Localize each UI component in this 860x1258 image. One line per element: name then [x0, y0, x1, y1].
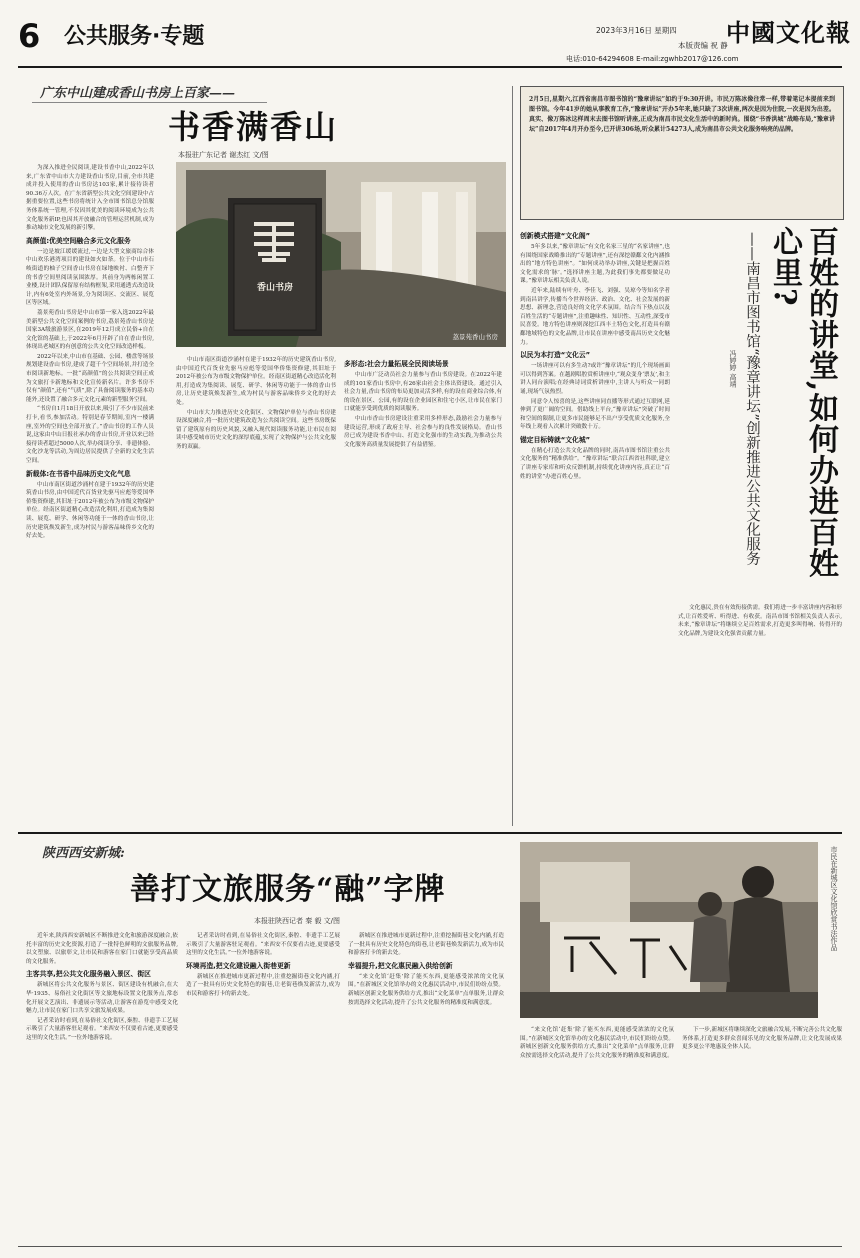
section-title: 公共服务·专题	[64, 24, 205, 49]
page-number: 6	[18, 17, 41, 55]
article1-paragraph: 2022年以来,中山市在基础、公园、楼盘等场景规划建设香山书房,建成了超千个空间场景,并打造全市阅读新地标。一批“高颜值”的公共阅读空间正成为文旅打卡新地标和文化宣传新名片。许多书房不仅有“颜值”,还有“气质”,除了具备阅读服务的基本功能外,还设置了融合多元文化元素的新型服务空间。	[26, 353, 154, 403]
article3-col-2	[186, 932, 340, 1242]
article2-paragraph: 一场讲座可以有多生动?或许“豫章讲坛”的几个现场画面可以得到答案。在越剧唱腔赏析讲座中,“观众变身‘票友’,和主讲人同台演唱;在经典诗词赏析讲座中,主讲人与听众一同朗诵,现场气氛热烈。	[520, 363, 670, 395]
article2-paragraph: 在精心打造公共文化品牌的同时,南昌市图书馆注重公共文化服务的“精准供给”。“豫章讲坛”联合江西省社科联,建立了讲座专家库和听众反馈机制,持续优化讲座内容,真正让“百姓的讲堂”办进百姓心里。	[520, 447, 670, 480]
article3-col-1	[26, 932, 178, 1242]
article2-intro-box	[520, 86, 844, 220]
article1-paragraph: 中山市南区街道沙涌村在建于1932年的历史建筑香山书房,由中国近代百货业先驱马应彪等爱国华侨集资修建,其旧址于2012年被公布为市级文物保护单位。经南区街道精心改造活化利用,打造成为集阅读、展览、研学、休闲等功能于一体的香山书房,让历史建筑焕发新生,成为村民与游客品味侨乡文化的好去处。	[26, 481, 154, 540]
article2-paragraph: 同意令人惊喜的是,这些讲座同直播等形式通过互联网,延伸到了更广阔的空间。借助线上平台,“豫章讲坛”突破了时间和空间的限制,让更多市民能够足不出户享受优质文化服务,全年线上观看人次累计突破数十万。	[520, 398, 670, 431]
bookstore-illustration	[176, 162, 506, 347]
article3-col-4	[520, 1026, 674, 1242]
article2-paragraph: 文化惠民,贵在有效衔接供需。我们将进一步丰富讲座内容和形式,让百姓爱听、听得进、有收获。南昌市图书馆相关负责人表示,未来,“豫章讲坛”将继续立足百姓需求,打造更多叫得响、传得开的文化品牌,为建设文化强省贡献力量。	[678, 605, 842, 637]
article2-title: 百姓的讲堂,如何办进百姓心里?	[767, 226, 838, 579]
section-divider	[18, 832, 842, 834]
article1-paragraph: 中山市香山书房建设注重采用多样形态,鼓励社会力量参与建设运营,形成了政府主导、社会参与的良性发展格局。香山书房已成为建设书香中山、打造文化强市的生动实践,为推动公共文化服务高质量发展提供了有益借鉴。	[344, 415, 502, 448]
article3-col-5	[682, 1026, 842, 1242]
article1-heading-2: 新载体:在书香中品味历史文化气息	[26, 469, 131, 478]
article3-paragraph: “来文化馆‘赶集’除了能买东西,更能感受浓浓的文化氛围。”在新城区文化馆举办的文化惠民活动中,市民们纷纷点赞。新城区创新文化服务供给方式,推出“文化菜单”点单服务,让群众按需选择文化活动,提升了公共文化服务的精准度和满意度。	[348, 973, 504, 1006]
calligraphy-photo	[520, 842, 818, 1018]
bookstore-photo	[176, 162, 506, 347]
article3-heading-3: 幸福提升,把文化惠民融入供给创新	[348, 961, 453, 970]
page-editor: 本版责编 祝 静	[678, 41, 728, 50]
article2-heading-2: 以民为本打造“文化云”	[520, 351, 591, 360]
article3-paragraph: “来文化馆‘赶集’除了能买东西,更能感受浓浓的文化氛围。”在新城区文化馆举办的文化惠民活动中,市民们纷纷点赞。新城区创新文化服务供给方式,推出“文化菜单”点单服务,让群众按需选择文化活动,提升了公共文化服务的精准度和满意度。	[520, 1027, 674, 1059]
column-divider	[512, 86, 513, 826]
header-rule	[18, 66, 842, 68]
article3-paragraph: 新城区在推进城市更新过程中,注重挖掘街巷文化内涵,打造了一批具有历史文化特色的街巷,让老街巷焕发新活力,成为市民和游客打卡的新去处。	[186, 973, 340, 997]
article1-kicker: 广东中山建成香山书房上百家——	[40, 86, 236, 101]
article2-col-1	[520, 228, 670, 824]
article1-col-3	[344, 356, 502, 824]
article1-paragraph: “书房自1月18日开放以来,吸引了不少市民前来打卡,看书,参加活动。特别是春节期间,室内一楼满座,室外的空间也全部开放了。”香山书房的工作人员说,这家由中山日报社承办的香山书房,开业以来已经接待读者超过5000人次,举办阅读分享、非遗体验、文化沙龙等活动,为周边居民提供了全新的文化生活空间。	[26, 406, 154, 464]
article3-paragraph: 新城区在推进城市更新过程中,注重挖掘街巷文化内涵,打造了一批具有历史文化特色的街巷,让老街巷焕发新活力,成为市民和游客打卡的新去处。	[348, 933, 504, 957]
article3-paragraph: 新城区将公共文化服务与景区、街区建设有机融合,在大华·1935、易俗社文化街区等文旅地标设置文化服务点,常态化开展文艺演出、非遗展示等活动,让游客在游览中感受文化魅力,让市民在家门口共享文旅发展成果。	[26, 982, 178, 1015]
article3-heading-1: 主客共享,把公共文化服务融入景区、街区	[26, 970, 151, 979]
article3-title: 善打文旅服务“融”字牌	[130, 872, 446, 907]
article2-byline: 冯婷婷 高靖	[729, 350, 737, 388]
article2-heading-1: 创新模式搭建“文化阁”	[520, 232, 591, 240]
article3-byline: 本报驻陕西记者 秦 毅 文/图	[254, 917, 341, 925]
bookstore-sign-text: 香山书房	[256, 283, 293, 293]
article2-subtitle: ——南昌市图书馆“豫章讲坛”创新推进公共文化服务	[744, 232, 760, 566]
article1-col-2	[176, 356, 336, 824]
article3-col-3	[348, 932, 504, 1242]
article3-paragraph: 下一步,新城区将继续深化文旅融合发展,不断完善公共文化服务体系,打造更多群众喜闻乐见的文化服务品牌,让文化发展成果更多更公平地惠及全体人民。	[682, 1027, 842, 1051]
article3-paragraph: 记者采访时看到,在易俗社文化街区,秦腔、非遗手工艺展示吸引了大量游客驻足观看。“来西安不仅要看古迹,更要感受这里的文化生活。”一位外地游客说。	[186, 933, 340, 957]
article1-paragraph: 中山市大力推进历史文化街区、文物保护单位与香山书房建设深度融合,将一批历史建筑改造为公共阅读空间。这些书房既保留了建筑原有的历史风貌,又融入现代阅读服务功能,让市民在阅读中感受城市历史文化的深厚底蕴,实现了文物保护与公共文化服务的双赢。	[176, 409, 336, 450]
footer-rule	[18, 1246, 842, 1247]
kicker-underline	[32, 102, 267, 103]
article3-photo-caption: 市民在新城区文化馆欣赏书法作品	[830, 846, 838, 951]
masthead-logo: 中國文化報	[726, 18, 851, 47]
photo-caption: 荔景苑香山书房	[452, 333, 498, 341]
contact-info: 电话:010-64294608 E-mail:zgwhb2017@126.com	[566, 55, 739, 63]
article1-paragraph: 一边是坡江缓缓流过,一边是大型文旅商综合体中山欢乐港湾项目的建设如火如荼。位于中山市石岐街道的柚子空间香山书房在绿地映衬、白整齐下的书香空间里阅读氛围浓厚。其前身为两栋闲置工业楼,设计团队保留原有结构框架,采用通透式改造设计,内有6处室内外场景,分为阅读区、交流区、展览区等区域。	[26, 248, 154, 307]
issue-date: 2023年3月16日 星期四	[596, 26, 677, 35]
article1-paragraph: 荔景苑香山书房是中山市第一家入选2022年最美新型公共文化空间案例的书房,荔景苑香山书房是国家3A级旅游景区,在2019年12月成立民俗+自在文化馆的基础上,于2022年6月开辟了自在香山书房,体现出老城区的有创意的公共文化空间改造样板。	[26, 309, 154, 351]
article2-paragraph: 近年来,陆续有叶舟、李佳飞、刘强、吴琼今等知名学者到南昌讲学,传播当今世界经济、政治、文化、社会发展的新思想、新理念,营造良好的文化学术氛围。结合当下热点以及百姓生活的“专题讲座”,注重趣味性、知识性、互动性,深受市民喜爱。地方特色讲座则深挖江西丰土特色文化,打造具有赣鄱地域特色的文化品牌,让市民在讲座中感受南昌历史文化魅力。	[520, 287, 670, 346]
article3-heading-2: 环境再造,把文化建设融入街巷更新	[186, 961, 291, 970]
article2-col-2	[678, 604, 842, 824]
article1-lead: 为深入推进全民阅读,建设书香中山,2022年以来,广东省中山市大力建设香山书房,目前,全市共建成并投入使用的香山书房达103家,累计接待读者90.36万人次。在广东省新型公共文化空间建设中占据重要位置,这些书房将统计入全市图书馆总分馆服务体系统一管理,不仅因其优美的阅读环境成为公共文化服务新IP,也因其开放融合的管理运营机制,成为推动城市文化发展的新引擎。	[26, 165, 154, 232]
article3-paragraph: 记者采访时看到,在易俗社文化街区,秦腔、非遗手工艺展示吸引了大量游客驻足观看。“来西安不仅要看古迹,更要感受这里的文化生活。”一位外地游客说。	[26, 1017, 178, 1041]
article1-heading-1: 高颜值:优美空间融合多元文化服务	[26, 236, 131, 245]
article1-paragraph: 中山市南区街道沙涌村在建于1932年的历史建筑香山书房,由中国近代百货业先驱马应彪等爱国华侨集资修建,其旧址于2012年被公布为市级文物保护单位。经南区街道精心改造活化利用,打造成为集阅读、展览、研学、休闲等功能于一体的香山书房,让历史建筑焕发新生,成为村民与游客品味侨乡文化的好去处。	[176, 357, 336, 406]
article1-title: 书香满香山	[168, 108, 339, 146]
article2-intro: 2月5日,星期六,江西省南昌市图书馆的“豫章讲坛”如约于9:30开讲。市民万陈冰像往常一样,带着笔记本提前来到图书馆。今年41岁的她从事教育工作,“豫章讲坛”开办5年来,她只缺了3次讲座,两次是因为住院,一次是因为出差。真实、像万陈冰这样周末去图书馆听讲座,正成为南昌市民文化生活中的新时尚。围绕“书香洪城”战略布局,“豫章讲坛”自2017年4月开办至今,已开讲306场,听众累计54273人,成为南昌市公共文化服务响亮的品牌。	[529, 96, 835, 133]
calligraphy-illustration	[520, 842, 818, 1018]
article1-col-1	[26, 164, 154, 824]
article2-heading-3: 锚定目标铸就“文化城”	[520, 435, 591, 444]
article1-byline: 本报驻广东记者 谢杰红 文/图	[178, 151, 269, 159]
article2-paragraph: 5年多以来,“豫章讲坛”有文化名家三星的“名家讲座”,也有围绕国家战略推出的“专题讲座”,还有深挖赣鄱文化内涵推出的“地方特色讲座”。“如何成功举办讲座,关键是把握百姓文化需求的‘脉’。”选择讲座主题,为此我们事先都要做足功课。”豫章讲坛相关负责人说。	[520, 244, 670, 285]
article3-kicker: 陕西西安新城:	[42, 846, 125, 861]
article1-paragraph: 中山市广泛动员社会力量参与香山书房建设。在2022年建成的101家香山书房中,有26家由社会主体出资建设。通过引入社会力量,香山书房的布局更加灵活多样,有的设在商业综合体,有的设在景区、公园,有的设在企业园区和住宅小区,让市民在家门口就能享受到优质的阅读服务。	[344, 372, 502, 413]
article1-heading-3: 多形态:社会力量拓展全民阅读场景	[344, 360, 449, 368]
article3-lead: 近年来,陕西西安新城区不断推进文化和旅游深度融合,依托丰富的历史文化资源,打造了一批特色鲜明的文旅服务品牌,以文塑旅、以旅彰文,让市民和游客在家门口就能享受高品质的文化服务。	[26, 933, 178, 965]
